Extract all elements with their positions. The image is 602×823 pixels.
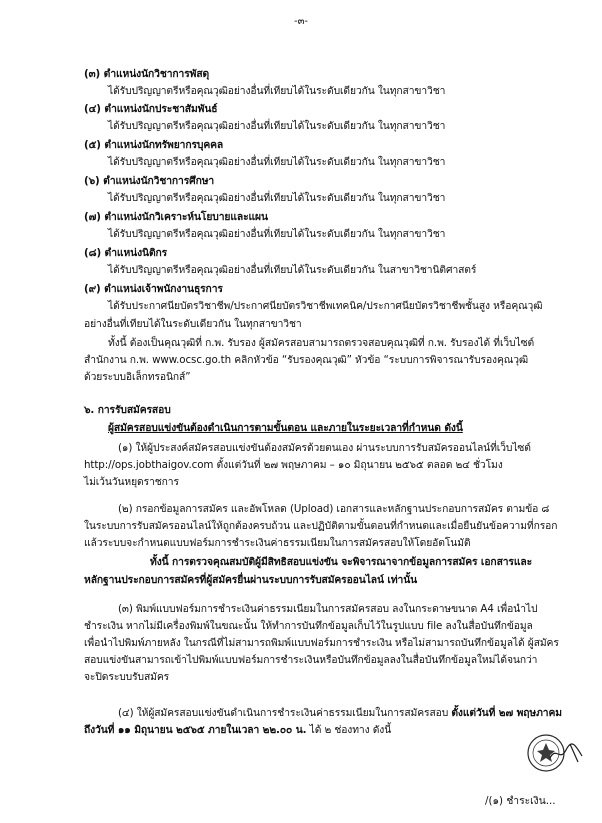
position-title-9: (๙) ตำแหน่งเจ้าพนักงานธุรการ [84,283,223,295]
step3-line5: จะปิดระบบรับสมัคร [84,671,170,683]
position-title-6: (๖) ตำแหน่งนักวิชาการศึกษา [84,175,215,187]
step4-line1-text: (๔) ให้ผู้สมัครสอบแข่งขันดำเนินการชำระเงินค่าธรรมเนียมในการสมัครสอบ [118,707,452,719]
step4-line1-bold: ตั้งแต่วันที่ ๒๗ พฤษภาคม [451,707,562,719]
section6-subtitle: ผู้สมัครสอบแข่งขันต้องดำเนินการตามขั้นตอน และภายในระยะเวลาที่กำหนด ดังนี้ [108,422,463,434]
position-title-5: (๕) ตำแหน่งนักทรัพยากรบุคคล [84,139,224,151]
position-qual-5: ได้รับปริญญาตรีหรือคุณวุฒิอย่างอื่นที่เทียบได้ในระดับเดียวกัน ในทุกสาขาวิชา [108,156,446,168]
page-number: -๓- [293,16,309,27]
step1-line3: ไม่เว้นวันหยุดราชการ [84,476,179,488]
position-qual-8: ได้รับปริญญาตรีหรือคุณวุฒิอย่างอื่นที่เทียบได้ในระดับเดียวกัน ในสาขาวิชานิติศาสตร์ [108,264,477,276]
step3-line1: (๓) พิมพ์แบบฟอร์มการชำระเงินค่าธรรมเนียมในการสมัครสอบ ลงในกระดาษขนาด A4 เพื่อนำไป [118,603,538,615]
cert-note-line3: ด้วยระบบอิเล็กทรอนิกส์” [84,371,191,383]
position-qual-7: ได้รับปริญญาตรีหรือคุณวุฒิอย่างอื่นที่เทียบได้ในระดับเดียวกัน ในทุกสาขาวิชา [108,228,446,240]
step3-line4: สอบแข่งขันสามารถเข้าไปพิมพ์แบบฟอร์มการชำระเงินหรือบันทึกข้อมูลลงในสื่อบันทึกข้อมูลใหม่ได้จนกว่า [84,654,538,666]
step4-line2-bold: ถึงวันที่ ๑๑ มิถุนายน ๒๕๖๕ ภายในเวลา ๒๒.๐๐ น. [84,724,307,736]
position-qual-9-line2: อย่างอื่นที่เทียบได้ในระดับเดียวกัน ในทุกสาขาวิชา [84,318,302,330]
step2-line1: (๒) กรอกข้อมูลการสมัคร และอัพโหลด (Upload) เอกสารและหลักฐานประกอบการสมัคร ตามข้อ ๘ [118,503,550,515]
step2-line2: ในระบบการรับสมัครออนไลน์ให้ถูกต้องครบถ้วน และปฏิบัติตามขั้นตอนที่กำหนดและเมื่อยืนยันข้อความที่กรอก [84,520,558,532]
position-qual-9-line1: ได้รับประกาศนียบัตรวิชาชีพ/ประกาศนียบัตรวิชาชีพเทคนิค/ประกาศนียบัตรวิชาชีพชั้นสูง หรือคุณวุฒิ [108,300,543,312]
step4-line2 [84,723,391,737]
position-title-7: (๗) ตำแหน่งนักวิเคราะห์นโยบายและแผน [84,211,268,223]
step1-line1: (๑) ให้ผู้ประสงค์สมัครสอบแข่งขันต้องสมัครด้วยตนเอง ผ่านระบบการรับสมัครออนไลน์ที่เว็บไซต์ [118,442,531,454]
step3-line2: ชำระเงิน หากไม่มีเครื่องพิมพ์ในขณะนั้น ให้ทำการบันทึกข้อมูลเก็บไว้ในรูปแบบ file ลงในสื่อบันทึกข้อมูล [84,620,533,632]
position-title-4: (๔) ตำแหน่งนักประชาสัมพันธ์ [84,103,218,115]
bold-note-line2: หลักฐานประกอบการสมัครที่ผู้สมัครยื่นผ่านระบบการรับสมัครออนไลน์ เท่านั้น [84,574,418,586]
position-qual-3: ได้รับปริญญาตรีหรือคุณวุฒิอย่างอื่นที่เทียบได้ในระดับเดียวกัน ในทุกสาขาวิชา [108,85,446,97]
bold-note-line1: ทั้งนี้ การตรวจคุณสมบัติผู้มีสิทธิสอบแข่งขัน จะพิจารณาจากข้อมูลการสมัคร เอกสารและ [150,556,533,568]
cert-note-line1: ทั้งนี้ ต้องเป็นคุณวุฒิที่ ก.พ. รับรอง ผู้สมัครสอบสามารถตรวจสอบคุณวุฒิที่ ก.พ. รับรองได้ ที่เว็บไซต์ [108,337,535,349]
page-footer: /(๑) ชำระเงิน... [485,795,556,807]
step4-line1 [118,706,562,720]
position-qual-4: ได้รับปริญญาตรีหรือคุณวุฒิอย่างอื่นที่เทียบได้ในระดับเดียวกัน ในทุกสาขาวิชา [108,120,446,132]
signature-icon [548,742,584,764]
cert-note-line2: สำนักงาน ก.พ. www.ocsc.go.th คลิกหัวข้อ “รับรองคุณวุฒิ” หัวข้อ “ระบบการพิจารณารับรองคุณวุฒิ [84,354,529,366]
position-qual-6: ได้รับปริญญาตรีหรือคุณวุฒิอย่างอื่นที่เทียบได้ในระดับเดียวกัน ในทุกสาขาวิชา [108,192,446,204]
section6-title: ๖. การรับสมัครสอบ [84,404,171,416]
step4-line2-text: ได้ ๒ ช่องทาง ดังนี้ [306,724,392,736]
position-title-8: (๘) ตำแหน่งนิติกร [84,247,168,259]
step2-line3: แล้วระบบจะกำหนดแบบฟอร์มการชำระเงินค่าธรรมเนียมในการสมัครสอบให้โดยอัตโนมัติ [84,537,471,549]
step3-line3: เพื่อนำไปพิมพ์ภายหลัง ในกรณีที่ไม่สามารถพิมพ์แบบฟอร์มการชำระเงิน หรือไม่สามารถบันทึกข้อมูลได้ ผู้สมัคร [84,637,559,649]
position-title-3: (๓) ตำแหน่งนักวิชาการพัสดุ [84,68,210,80]
step1-line2: http://ops.jobthaigov.com ตั้งแต่วันที่ ๒๗ พฤษภาคม – ๑๐ มิถุนายน ๒๕๖๕ ตลอด ๒๔ ชั่วโมง [84,459,503,471]
